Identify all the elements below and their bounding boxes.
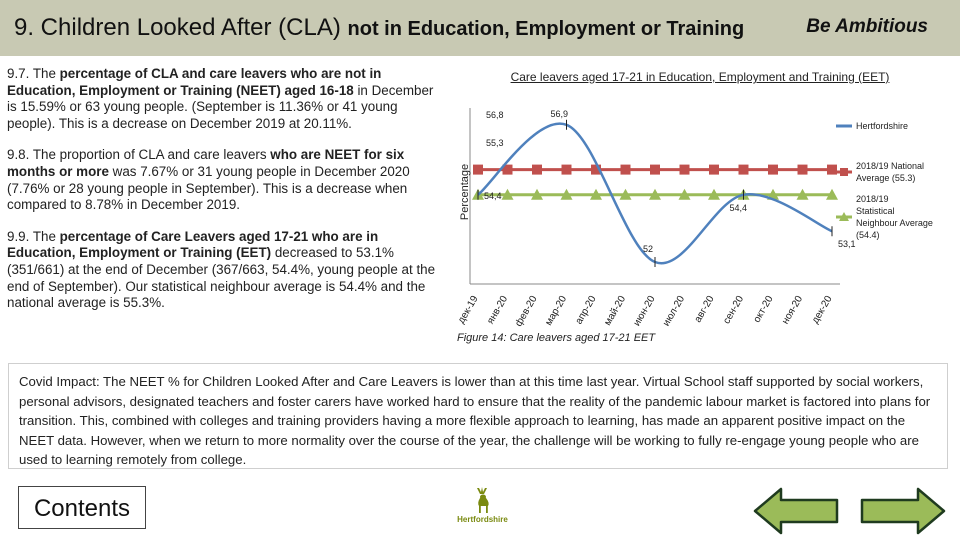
- be-ambitious-tag: Be Ambitious: [806, 16, 928, 37]
- paragraph-number: 9.9.: [7, 228, 30, 244]
- chart-title: Care leavers aged 17-21 in Education, Employment and Training (EET): [510, 70, 890, 84]
- data-label: 54,4: [484, 190, 502, 201]
- chart-svg: [440, 66, 960, 356]
- hertfordshire-logo: [450, 486, 515, 530]
- paragraph-number: 9.7.: [7, 66, 30, 81]
- covid-text: The NEET % for Children Looked After and Care Leavers is lower than at this time last year. Virtual School staff supported by social workers, personal advisors, designated teachers and foster carers have worked hard to ensure that the reality of the pandemic labour market is factored into plans for transition. This, combined with colleges and training providers having a more flexible approach to learning, has made an apparent positive impact on the NEET data. However, when we return to more normality over the course of the year, the challenge will be working to fully re-engage young people who are used to learning remotely from college.: [19, 374, 931, 467]
- series-point: [562, 165, 572, 175]
- covid-label: Covid Impact:: [19, 374, 100, 389]
- x-tick-label: авг-20: [692, 294, 717, 325]
- paragraph-text: decreased to 53.1% (351/661) at the end of December (367/663, 54.4%, young people at the end of September). Our statistical neighbour average is 54.4% and the national average is 55.3%.: [7, 245, 436, 311]
- x-tick-label: июл-20: [660, 294, 688, 329]
- paragraph-bold: percentage of CLA and care leavers who are not in Education, Employment or Training (NEET) aged 16-18: [7, 66, 382, 98]
- x-tick-label: дек-20: [809, 294, 835, 326]
- x-tick-label: фев-20: [513, 294, 540, 329]
- eet-chart: [440, 66, 960, 356]
- series-point: [473, 165, 483, 175]
- series-point: [680, 165, 690, 175]
- page-title-main: 9. Children Looked After (CLA): [14, 14, 341, 41]
- x-tick-label: май-20: [602, 294, 629, 328]
- header-bar: [0, 0, 960, 56]
- x-tick-label: июн-20: [631, 294, 658, 329]
- y-axis-label: Percentage: [459, 163, 471, 221]
- data-label: 56,9: [550, 108, 569, 119]
- paragraph-text: The: [29, 228, 60, 244]
- x-tick-label: окт-20: [751, 294, 776, 325]
- x-tick-label: апр-20: [573, 294, 599, 327]
- paragraph-bold: who are NEET for six months or more: [7, 147, 405, 179]
- figure-caption: Figure 14: Care leavers aged 17-21 EET: [457, 332, 656, 344]
- paragraph-text: The: [29, 66, 60, 81]
- series-point: [768, 165, 778, 175]
- series-point: [827, 165, 837, 175]
- paragraph-text: was 7.67% or 31 young people in December 2020 (7.76% or 28 young people in September). This is a decrease when compared to 8.78% in December 2019.: [7, 163, 410, 213]
- x-tick-label: ноя-20: [780, 294, 806, 327]
- legend-label: 2018/19 Statistical Neighbour Average (54.4): [856, 194, 933, 240]
- x-tick-label: дек-19: [455, 294, 481, 326]
- paragraph-9-7: [7, 66, 439, 132]
- left-text-column: [7, 66, 439, 327]
- hart-icon: [450, 486, 515, 516]
- data-label: 53,1: [838, 239, 856, 250]
- data-label: 54,4: [729, 202, 748, 213]
- series-point: [739, 165, 749, 175]
- paragraph-bold: percentage of Care Leavers aged 17-21 who are in Education, Employment or Training (EET): [7, 228, 379, 261]
- series-point: [709, 165, 719, 175]
- legend-marker: [840, 168, 848, 176]
- next-arrow-button[interactable]: [860, 487, 946, 535]
- data-label: 56,8: [486, 110, 504, 120]
- paragraph-number: 9.8.: [7, 147, 30, 163]
- covid-impact-box: [8, 363, 948, 469]
- legend-label: Hertfordshire: [856, 121, 909, 131]
- logo-text: Hertfordshire: [457, 515, 508, 524]
- x-tick-label: сен-20: [721, 294, 747, 326]
- page-title: [14, 14, 744, 42]
- series-point: [532, 165, 542, 175]
- paragraph-9-8: [7, 147, 439, 213]
- paragraph-text: in December is 15.59% or 63 young people. (September is 11.36% or 41 young people). This is a decrease on December 2019 at 20.11%.: [7, 82, 434, 131]
- previous-arrow-button[interactable]: [753, 487, 839, 535]
- paragraph-text: The proportion of CLA and care leavers: [29, 147, 271, 163]
- data-label: 52: [643, 244, 654, 254]
- page-title-sub: not in Education, Employment or Training: [347, 18, 745, 40]
- series-point: [798, 165, 808, 175]
- series-point: [621, 165, 631, 175]
- paragraph-9-9: [7, 229, 439, 312]
- contents-button[interactable]: Contents: [18, 486, 146, 529]
- data-label: 55,3: [486, 138, 504, 148]
- legend-label: 2018/19 National Average (55.3): [856, 161, 925, 183]
- x-tick-label: мар-20: [543, 294, 570, 328]
- series-point: [650, 165, 660, 175]
- x-tick-label: янв-20: [485, 294, 511, 327]
